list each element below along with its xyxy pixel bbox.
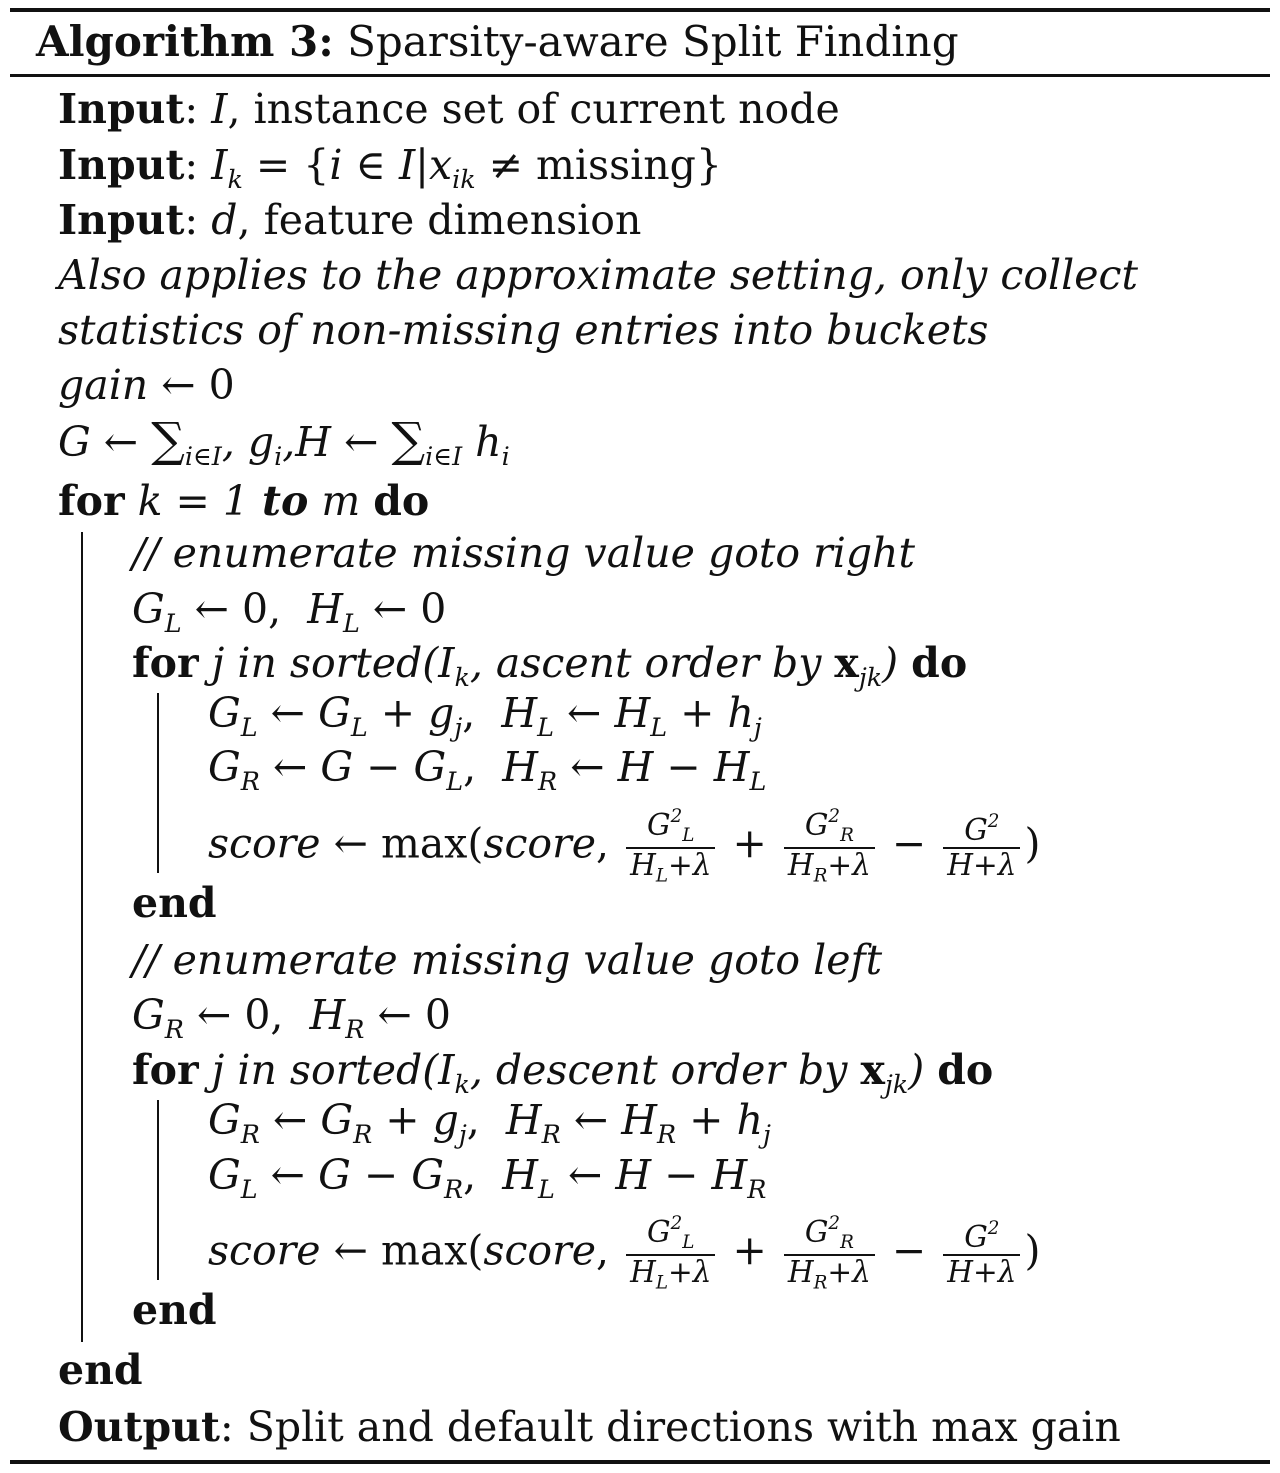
input-line-2: Input: $I_k = \{i$ ∈ $I|x_{ik} \ne missing$} <box>58 141 722 194</box>
outer-end: end <box>58 1346 143 1394</box>
header-rule <box>10 74 1270 77</box>
block1-init: $G_L$ ← 0, $H_L$ ← 0 <box>132 585 447 638</box>
algorithm-title: Sparsity-aware Split Finding <box>347 17 959 66</box>
init-sums: G ← $\sum_{i\in I}$, $g_i,H$ ← $\sum_{i\in I}$ $h_i$ <box>58 413 510 471</box>
block1-update-left: $G_L$ ← $G_L + g_j$, $H_L$ ← $H_L + h_j$ <box>208 689 762 742</box>
block2-update-right: $G_R$ ← $G_R + g_j$, $H_R$ ← $H_R + h_j$ <box>208 1096 771 1149</box>
block2-comment: // enumerate missing value goto left <box>132 936 883 984</box>
top-rule <box>10 8 1270 12</box>
input-line-3: Input: d, feature dimension <box>58 196 642 244</box>
init-gain: gain ← 0 <box>58 361 235 409</box>
block2-init: $G_R$ ← 0, $H_R$ ← 0 <box>132 991 451 1044</box>
outer-block-bar <box>81 532 83 1342</box>
block1-comment: // enumerate missing value goto right <box>132 529 915 577</box>
algorithm-header <box>36 18 959 66</box>
block2-for: for j in $sorted(I_k$, descent order by $x_{jk}$) do <box>132 1046 994 1099</box>
output-line: Output: Split and default directions with max gain <box>58 1403 1121 1451</box>
block1-inner-bar <box>157 693 159 873</box>
input-line-1: Input: I, instance set of current node <box>58 85 840 133</box>
block1-update-right: $G_R$ ← $G - G_L$, $H_R$ ← $H - H_L$ <box>208 743 767 796</box>
block2-end: end <box>132 1286 217 1334</box>
algorithm-label: Algorithm 3: <box>36 17 334 66</box>
bottom-rule <box>10 1460 1270 1464</box>
block2-inner-bar <box>157 1100 159 1280</box>
block1-end: end <box>132 879 217 927</box>
comment-line-1: Also applies to the approximate setting, only collect <box>58 251 1138 299</box>
block1-score: score ← max(score, $\frac{G^2_L}{H_L+\lambda}$ + $\frac{G^2_R}{H_R+\lambda}$ − $\frac{G^2}{H+\lambda}$ ) <box>208 806 1041 887</box>
block2-update-left: $G_L$ ← $G - G_R$, $H_L$ ← $H - H_R$ <box>208 1151 767 1204</box>
block1-for: for j in $sorted(I_k$, ascent order by $x_{jk}$) do <box>132 639 968 692</box>
comment-line-2: statistics of non-missing entries into buckets <box>58 306 989 354</box>
outer-for: for k = 1 to m do <box>58 477 430 525</box>
block2-score: score ← max(score, $\frac{G^2_L}{H_L+\lambda}$ + $\frac{G^2_R}{H_R+\lambda}$ − $\frac{G^2}{H+\lambda}$ ) <box>208 1213 1041 1294</box>
